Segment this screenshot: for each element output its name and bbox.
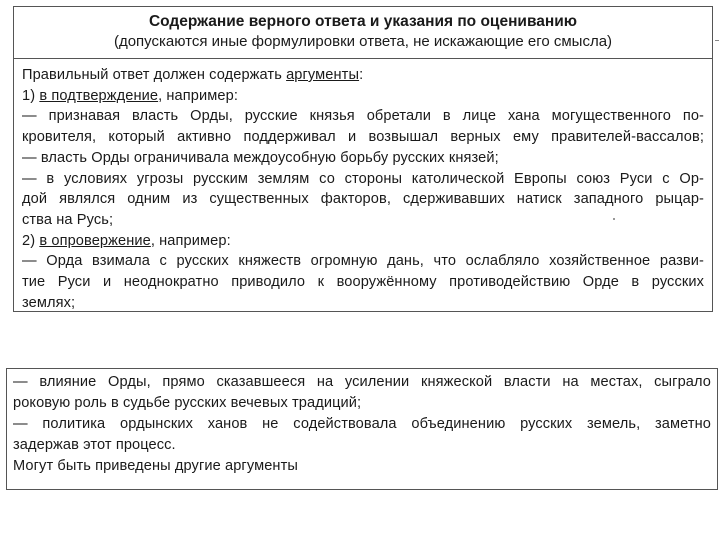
criteria-subtitle: (допускаются иные формулировки ответа, не искажающие его смысла) — [113, 33, 613, 50]
answer-continuation-box — [6, 368, 718, 490]
text-line: дой являлся одним из существенных факторов, сдерживавших натиск западного рыцар- — [22, 191, 704, 208]
point-1-term: в подтверждение — [39, 87, 159, 104]
answer-criteria-box — [13, 6, 713, 312]
text-line: — власть Орды ограничивала междоусобную борьбу русских князей; — [22, 149, 499, 166]
point-2-heading — [22, 231, 704, 252]
point-2-term: в опровержение — [39, 232, 151, 249]
text-line: — Орда взимала с русских княжеств огромную дань, что ослабляло хозяйственное разви- — [22, 253, 704, 270]
intro-term: аргументы — [286, 67, 360, 83]
point-1-heading — [22, 86, 704, 107]
criteria-header — [14, 7, 712, 59]
text-line: — влияние Орды, прямо сказавшееся на усилении княжеской власти на местах, сыграло — [13, 374, 711, 390]
text-line: — в условиях угрозы русским землям со стороны католической Европы союз Руси с Ор- — [22, 170, 704, 187]
text-line: ства на Русь; — [22, 211, 114, 228]
continuation-content — [7, 369, 717, 477]
point-2-suffix: , например: — [150, 232, 231, 249]
scan-speck — [613, 218, 615, 220]
closing-line: Могут быть приведены другие аргументы — [13, 458, 298, 474]
intro-suffix: : — [359, 67, 364, 83]
text-line: кровителя, который активно поддерживал и возвышал верных ему правителей-вассалов; — [22, 129, 704, 146]
criteria-title: Содержание верного ответа и указания по оцениванию — [148, 13, 578, 30]
text-line: — политика ордынских ханов не содействовала объединению русских земель, заметно — [13, 416, 711, 432]
point-1-suffix: , например: — [158, 87, 238, 104]
text-line: задержав этот процесс. — [13, 437, 176, 453]
intro-line — [22, 65, 704, 86]
text-line: тие Руси и неоднократно приводило к вооружённому противодействию Орде в русских — [22, 274, 704, 291]
text-line: — признавая власть Орды, русские князья обретали в лице хана могущественного по- — [22, 108, 704, 125]
text-line: роковую роль в судьбе русских вечевых традиций; — [13, 395, 362, 411]
criteria-content — [14, 59, 712, 313]
intro-text: Правильный ответ должен содержать — [22, 67, 287, 83]
text-line: землях; — [22, 294, 76, 311]
scan-edge-mark — [715, 40, 719, 41]
point-1-number: 1) — [22, 87, 40, 104]
point-2-number: 2) — [22, 232, 40, 249]
